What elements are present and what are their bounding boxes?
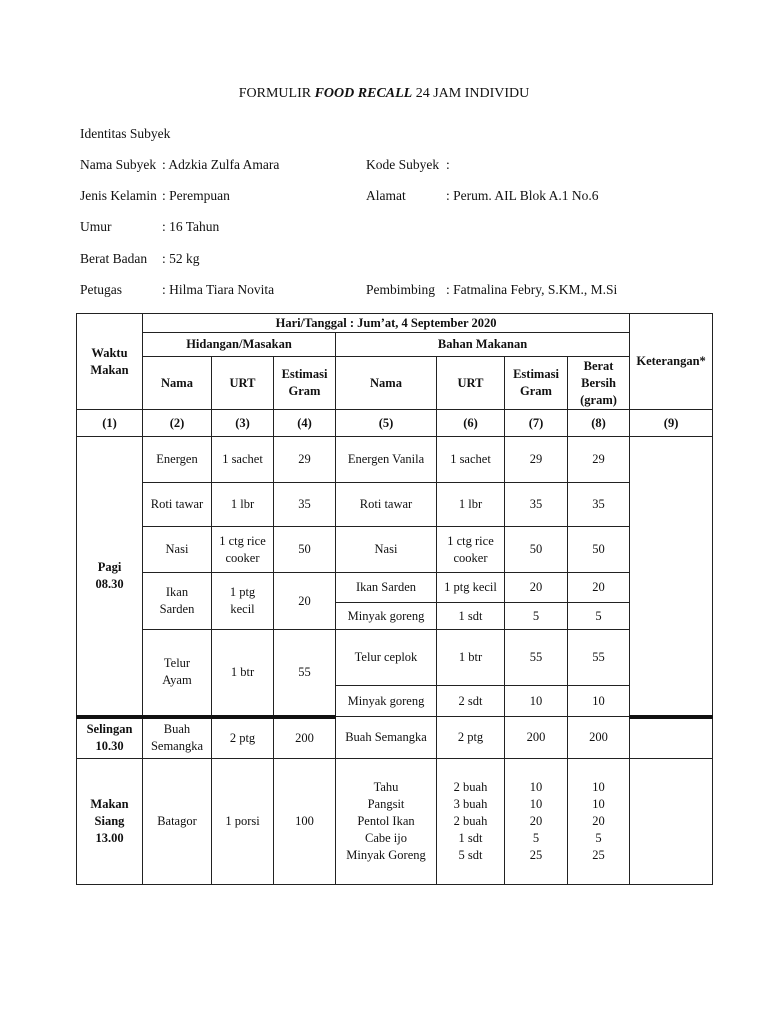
cell: 5 <box>568 603 630 630</box>
pagi-keterangan <box>630 437 713 717</box>
cell: Roti tawar <box>143 483 212 527</box>
cell: 2 sdt <box>437 686 505 717</box>
col-num-8: (8) <box>568 410 630 437</box>
cell: Minyak goreng <box>336 686 437 717</box>
identitas-heading: Identitas Subyek <box>80 126 171 141</box>
alamat-value: : Perum. AIL Blok A.1 No.6 <box>446 188 599 203</box>
cell: 200 <box>505 717 568 759</box>
table-row <box>77 437 713 483</box>
col-num-1: (1) <box>77 410 143 437</box>
pagi-time: Pagi 08.30 <box>77 437 143 717</box>
hidangan-urt-header: URT <box>212 357 274 410</box>
col-num-6: (6) <box>437 410 505 437</box>
cell: Telur Ayam <box>143 630 212 717</box>
cell: 20 <box>274 573 336 630</box>
cell: 1 lbr <box>212 483 274 527</box>
berat-badan-label: Berat Badan <box>80 251 148 266</box>
keterangan-header: Keterangan* <box>630 314 713 410</box>
pembimbing-value: : Fatmalina Febry, S.KM., M.Si <box>446 282 618 297</box>
cell: 10 <box>568 686 630 717</box>
kode-subyek-label: Kode Subyek <box>366 157 440 172</box>
cell: Buah Semangka <box>143 717 212 759</box>
selingan-time: Selingan 10.30 <box>77 717 143 759</box>
berat-badan-value: : 52 kg <box>162 251 200 266</box>
col-num-9: (9) <box>630 410 713 437</box>
cell: 50 <box>274 527 336 573</box>
cell: Energen Vanila <box>336 437 437 483</box>
cell: 1 lbr <box>437 483 505 527</box>
table-row <box>77 573 713 603</box>
table-row <box>77 527 713 573</box>
cell: Buah Semangka <box>336 717 437 759</box>
form-title: FORMULIR FOOD RECALL 24 JAM INDIVIDU <box>238 86 530 101</box>
col-num-7: (7) <box>505 410 568 437</box>
umur-label: Umur <box>80 219 112 234</box>
bahan-urt-header: URT <box>437 357 505 410</box>
nama-subyek-label: Nama Subyek <box>80 157 157 172</box>
cell: 1 sachet <box>212 437 274 483</box>
date-header: Hari/Tanggal : Jum’at, 4 September 2020 <box>143 314 630 333</box>
cell: 200 <box>568 717 630 759</box>
jenis-kelamin-value: : Perempuan <box>162 188 230 203</box>
table-row <box>77 759 713 885</box>
cell: 29 <box>505 437 568 483</box>
petugas-label: Petugas <box>80 282 122 297</box>
cell: 1 btr <box>212 630 274 717</box>
waktu-makan-header: Waktu Makan <box>77 314 143 410</box>
cell: 1 ptg kecil <box>437 573 505 603</box>
cell: 10 <box>505 686 568 717</box>
cell: 1 sdt <box>437 603 505 630</box>
cell: 1 ctg rice cooker <box>212 527 274 573</box>
siang-time: Makan Siang 13.00 <box>77 759 143 885</box>
hidangan-estimasi-header: Estimasi Gram <box>274 357 336 410</box>
cell: 10 10 20 5 25 <box>505 759 568 885</box>
cell: 1 porsi <box>212 759 274 885</box>
cell: Batagor <box>143 759 212 885</box>
cell: 50 <box>568 527 630 573</box>
title-italic: FOOD RECALL <box>314 86 413 101</box>
col-num-5: (5) <box>336 410 437 437</box>
cell: 10 10 20 5 25 <box>568 759 630 885</box>
col-num-4: (4) <box>274 410 336 437</box>
cell: 200 <box>274 717 336 759</box>
cell: Nasi <box>143 527 212 573</box>
cell: 2 ptg <box>437 717 505 759</box>
kode-subyek-value: : <box>446 157 450 172</box>
cell: 1 btr <box>437 630 505 686</box>
cell: 1 ctg rice cooker <box>437 527 505 573</box>
cell: 2 buah 3 buah 2 buah 1 sdt 5 sdt <box>437 759 505 885</box>
petugas-value: : Hilma Tiara Novita <box>162 282 275 297</box>
cell: Tahu Pangsit Pentol Ikan Cabe ijo Minyak Goreng <box>336 759 437 885</box>
berat-bersih-header: Berat Bersih (gram) <box>568 357 630 410</box>
cell: 35 <box>505 483 568 527</box>
cell: Energen <box>143 437 212 483</box>
cell: 55 <box>568 630 630 686</box>
cell: Roti tawar <box>336 483 437 527</box>
hidangan-header: Hidangan/Masakan <box>143 333 336 357</box>
bahan-nama-header: Nama <box>336 357 437 410</box>
table-row <box>77 483 713 527</box>
cell: 55 <box>274 630 336 717</box>
cell: Ikan Sarden <box>143 573 212 630</box>
col-num-2: (2) <box>143 410 212 437</box>
cell: Ikan Sarden <box>336 573 437 603</box>
bahan-estimasi-header: Estimasi Gram <box>505 357 568 410</box>
cell: 100 <box>274 759 336 885</box>
cell: 20 <box>505 573 568 603</box>
table-row <box>77 717 713 759</box>
hidangan-nama-header: Nama <box>143 357 212 410</box>
cell: 29 <box>274 437 336 483</box>
col-num-3: (3) <box>212 410 274 437</box>
siang-keterangan <box>630 759 713 885</box>
table-row <box>77 630 713 686</box>
cell: Minyak goreng <box>336 603 437 630</box>
cell: 55 <box>505 630 568 686</box>
cell: Telur ceplok <box>336 630 437 686</box>
selingan-keterangan <box>630 717 713 759</box>
cell: 1 ptg kecil <box>212 573 274 630</box>
cell: 5 <box>505 603 568 630</box>
jenis-kelamin-label: Jenis Kelamin <box>80 188 157 203</box>
cell: Nasi <box>336 527 437 573</box>
food-recall-table <box>76 313 713 885</box>
bahan-header: Bahan Makanan <box>336 333 630 357</box>
cell: 35 <box>568 483 630 527</box>
cell: 29 <box>568 437 630 483</box>
cell: 50 <box>505 527 568 573</box>
cell: 20 <box>568 573 630 603</box>
cell: 35 <box>274 483 336 527</box>
cell: 2 ptg <box>212 717 274 759</box>
alamat-label: Alamat <box>366 188 406 203</box>
cell: 1 sachet <box>437 437 505 483</box>
umur-value: : 16 Tahun <box>162 219 220 234</box>
nama-subyek-value: : Adzkia Zulfa Amara <box>162 157 280 172</box>
pembimbing-label: Pembimbing <box>366 282 436 297</box>
